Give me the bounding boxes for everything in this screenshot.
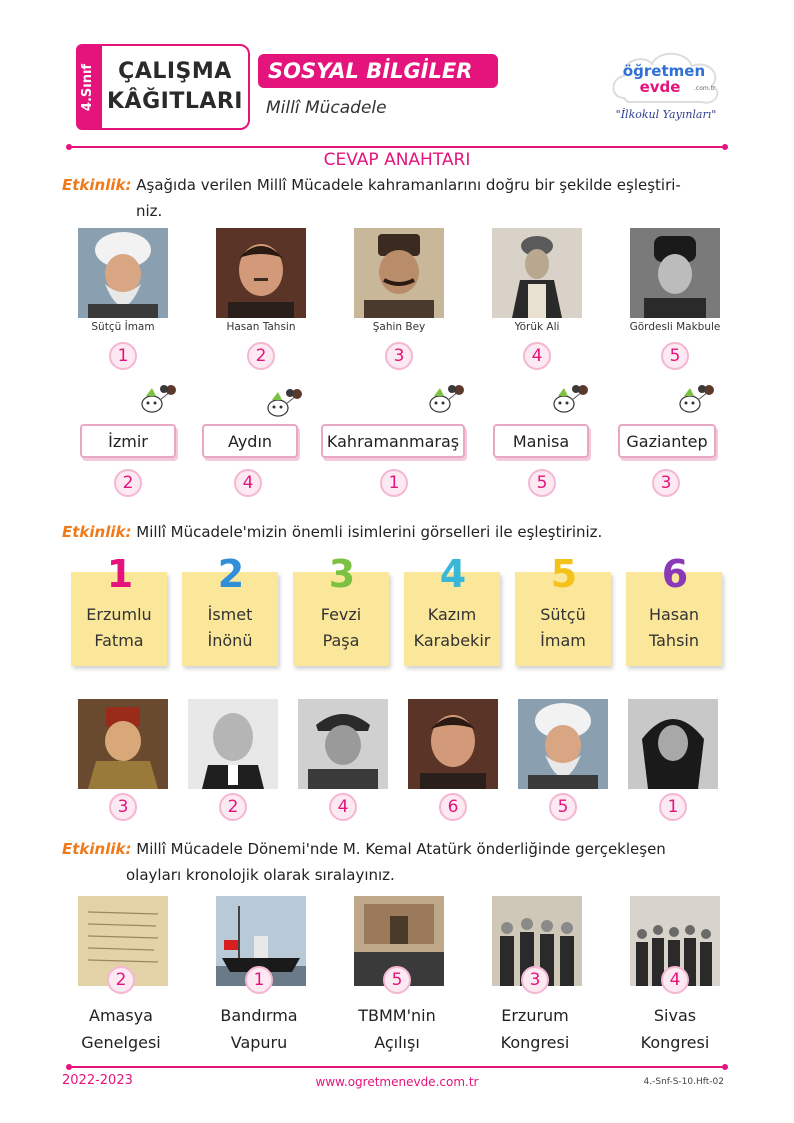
photo-answer-badge: 2 <box>219 793 247 821</box>
mascot-balloon-icon <box>140 384 180 414</box>
event-label-line1: Erzurum <box>501 1006 569 1025</box>
answer-key-title: CEVAP ANAHTARI <box>323 150 471 170</box>
activity3-text-line2: olayları kronolojik olarak sıralayınız. <box>126 866 395 884</box>
hero-name: Hasan Tahsin <box>226 321 296 333</box>
note-number: 3 <box>328 552 356 596</box>
note-name-line1: Hasan <box>648 605 700 624</box>
title-line2: KÂĞITLARI <box>107 89 243 114</box>
event-label-line2: Vapuru <box>230 1033 288 1052</box>
portrait-sahin-bey <box>354 228 444 318</box>
event-order-badge: 4 <box>661 966 689 994</box>
activity-label: Etkinlik: <box>62 840 132 858</box>
photo-answer-badge: 1 <box>659 793 687 821</box>
activity-label: Etkinlik: <box>62 523 132 541</box>
event-label-line2: Kongresi <box>640 1033 710 1052</box>
event-label-line1: Bandırma <box>220 1006 298 1025</box>
city-answer-badge: 5 <box>528 469 556 497</box>
event-label <box>475 1002 595 1056</box>
city-box-izmir: İzmir <box>80 424 176 458</box>
title-line1: ÇALIŞMA <box>118 59 232 84</box>
activity-label: Etkinlik: <box>62 176 132 194</box>
event-label-line1: TBMM'nin <box>358 1006 436 1025</box>
event-label <box>61 1002 181 1056</box>
logo-bottom-text: evde <box>639 78 681 96</box>
footer-year: 2022-2023 <box>62 1073 133 1088</box>
activity1-text-line2: niz. <box>136 202 163 220</box>
event-order-badge: 5 <box>383 966 411 994</box>
note-number: 5 <box>550 552 578 596</box>
activity3-instruction <box>62 836 732 888</box>
activity3-text-line1: Millî Mücadele Dönemi'nde M. Kemal Atatürk önderliğinde gerçekleşen <box>136 840 666 858</box>
divider-dot <box>722 1064 728 1070</box>
note-number: 1 <box>106 552 134 596</box>
hero-number-badge: 2 <box>247 342 275 370</box>
activity2-instruction <box>62 519 732 545</box>
activity2-text: Millî Mücadele'mizin önemli isimlerini görselleri ile eşleştiriniz. <box>136 523 603 541</box>
hero-number-badge: 1 <box>109 342 137 370</box>
event-label <box>337 1002 457 1056</box>
city-box-manisa: Manisa <box>493 424 589 458</box>
city-answer-badge: 3 <box>652 469 680 497</box>
photo-erzurumlu-fatma <box>628 699 718 789</box>
city-answer-badge: 2 <box>114 469 142 497</box>
event-label <box>199 1002 319 1056</box>
note-number: 4 <box>439 552 467 596</box>
event-label-line1: Amasya <box>89 1006 153 1025</box>
photo-soldier-fez <box>78 699 168 789</box>
photo-sutcu-imam <box>518 699 608 789</box>
topic-label: Millî Mücadele <box>266 98 387 118</box>
grade-tab <box>76 44 100 130</box>
portrait-yoruk-ali <box>492 228 582 318</box>
photo-answer-badge: 5 <box>549 793 577 821</box>
photo-hasan-tahsin <box>408 699 498 789</box>
note-number: 6 <box>661 552 689 596</box>
event-label-line2: Açılışı <box>374 1033 420 1052</box>
mascot-balloon-icon <box>552 384 592 414</box>
header-divider <box>70 146 722 148</box>
photo-ismet-inonu <box>188 699 278 789</box>
hero-name: Gördesli Makbule <box>629 321 721 333</box>
logo-suffix-text: .com.tr <box>694 85 716 92</box>
photo-answer-badge: 6 <box>439 793 467 821</box>
portrait-gordesli-makbule <box>630 228 720 318</box>
note-name-line2: İnönü <box>207 631 253 650</box>
note-name-line2: Fatma <box>94 631 144 650</box>
note-name-line1: İsmet <box>207 605 253 624</box>
hero-number-badge: 3 <box>385 342 413 370</box>
portrait-hasan-tahsin <box>216 228 306 318</box>
city-answer-badge: 1 <box>380 469 408 497</box>
grade-label: 4.Sınıf <box>80 63 96 111</box>
portrait-sutcu-imam <box>78 228 168 318</box>
photo-answer-badge: 3 <box>109 793 137 821</box>
event-order-badge: 2 <box>107 966 135 994</box>
event-label-line2: Genelgesi <box>81 1033 161 1052</box>
cloud-logo-icon <box>606 46 724 124</box>
logo-tagline: "İlkokul Yayınları" <box>615 108 717 121</box>
note-name-line1: Kazım <box>427 605 477 624</box>
worksheet-title-box <box>100 44 250 130</box>
footer-divider <box>70 1066 722 1068</box>
note-name-line2: Karabekir <box>413 631 491 650</box>
event-label-line2: Kongresi <box>500 1033 570 1052</box>
mascot-balloon-icon <box>678 384 718 414</box>
note-name-line1: Sütçü <box>540 605 586 624</box>
event-label-line1: Sivas <box>653 1006 697 1025</box>
note-name-line2: İmam <box>540 631 586 650</box>
photo-answer-badge: 4 <box>329 793 357 821</box>
city-box-aydin: Aydın <box>202 424 298 458</box>
logo-top-text: öğretmen <box>622 62 706 80</box>
city-box-kahramanmaras: Kahramanmaraş <box>321 424 465 458</box>
event-order-badge: 3 <box>521 966 549 994</box>
note-name-line2: Paşa <box>322 631 360 650</box>
event-order-badge: 1 <box>245 966 273 994</box>
footer-website-link[interactable]: www.ogretmenevde.com.tr <box>315 1075 479 1089</box>
hero-name: Sütçü İmam <box>91 321 155 333</box>
event-label <box>615 1002 735 1056</box>
publisher-logo <box>606 46 724 124</box>
note-name-line2: Tahsin <box>649 631 699 650</box>
note-name-line1: Erzumlu <box>86 605 152 624</box>
photo-fevzi-pasa <box>298 699 388 789</box>
hero-number-badge: 4 <box>523 342 551 370</box>
hero-name: Şahin Bey <box>372 321 426 333</box>
footer-code: 4.-Snf-S-10.Hft-02 <box>643 1077 724 1087</box>
divider-dot <box>66 1064 72 1070</box>
mascot-balloon-icon <box>266 388 306 418</box>
subject-banner: SOSYAL BİLGİLER <box>258 54 498 88</box>
note-number: 2 <box>217 552 245 596</box>
activity1-text-line1: Aşağıda verilen Millî Mücadele kahramanlarını doğru bir şekilde eşleştiri- <box>136 176 681 194</box>
hero-number-badge: 5 <box>661 342 689 370</box>
city-answer-badge: 4 <box>234 469 262 497</box>
mascot-balloon-icon <box>428 384 468 414</box>
activity1-instruction <box>62 172 732 224</box>
hero-name: Yörük Ali <box>514 321 560 333</box>
note-name-line1: Fevzi <box>320 605 362 624</box>
city-box-gaziantep: Gaziantep <box>618 424 716 458</box>
